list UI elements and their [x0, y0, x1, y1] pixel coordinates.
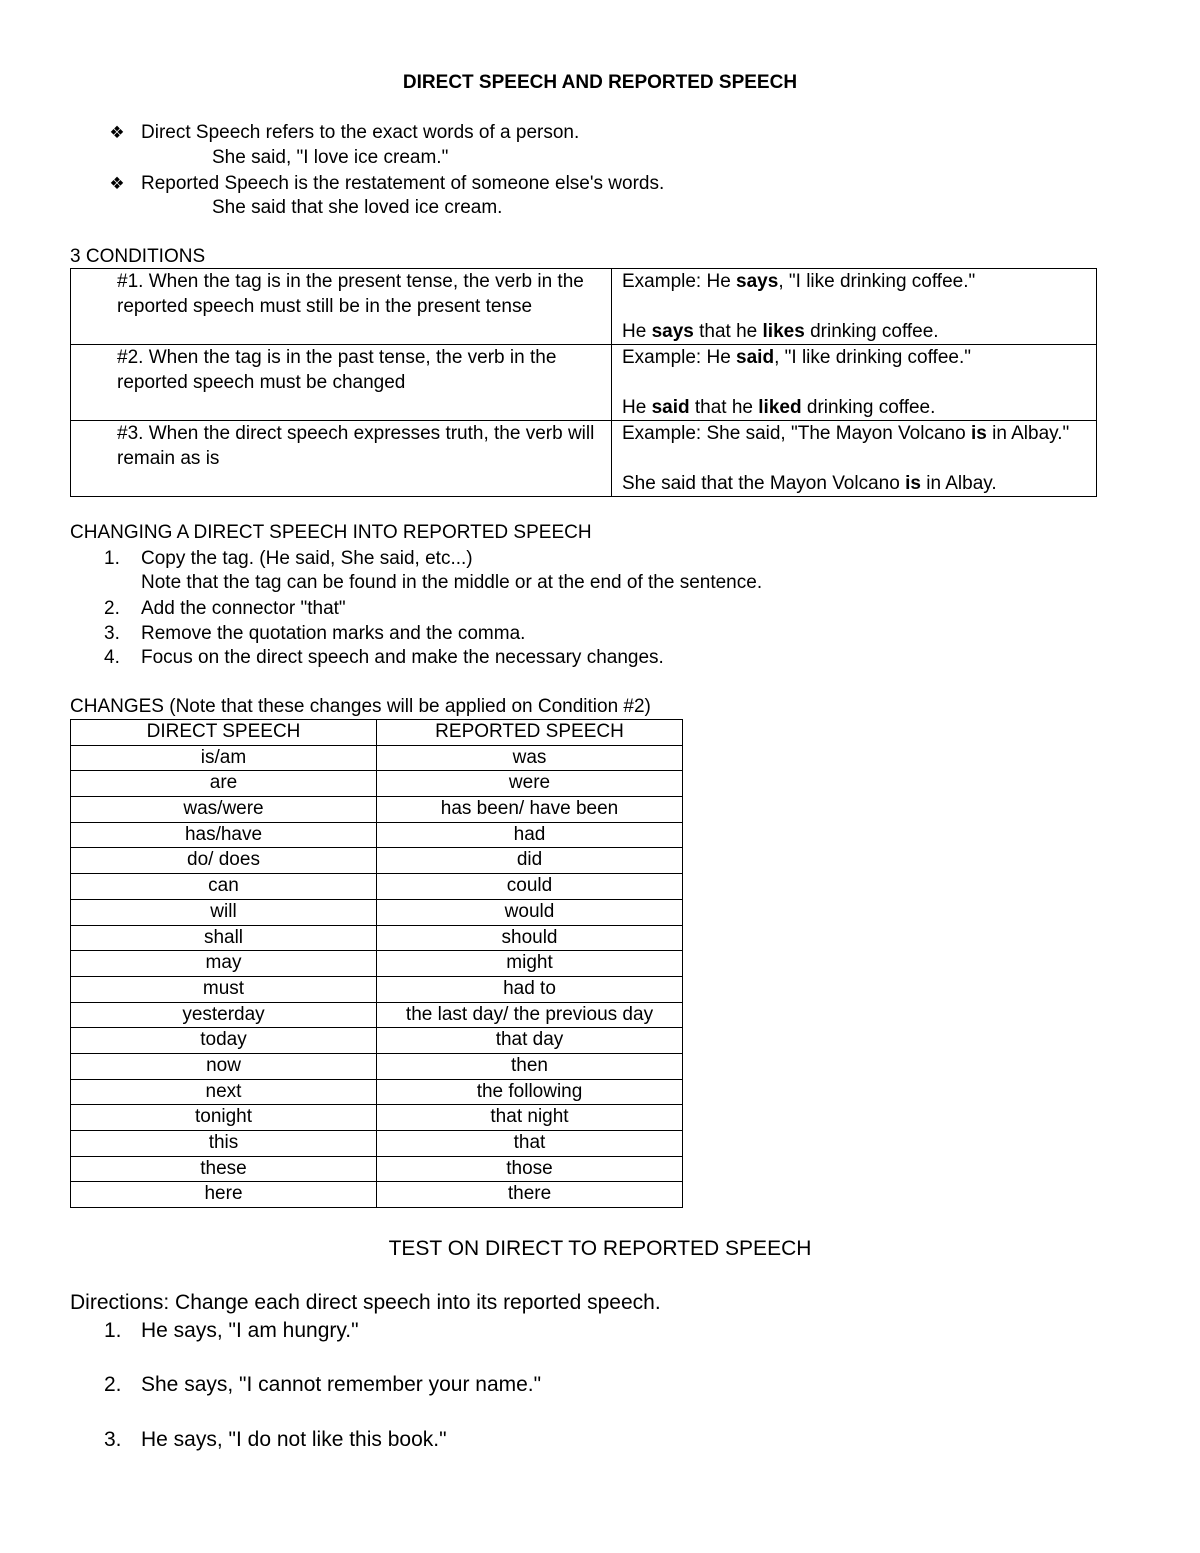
direct-speech-cell: these — [71, 1156, 377, 1182]
table-row — [71, 951, 683, 977]
bullet-icon: ❖ — [109, 123, 125, 142]
changing-heading: CHANGING A DIRECT SPEECH INTO REPORTED SPEECH — [70, 522, 592, 543]
direct-speech-cell: is/am — [71, 745, 377, 771]
table-row — [71, 874, 683, 900]
example-text: She said that the Mayon Volcano — [622, 473, 906, 494]
table-row — [71, 925, 683, 951]
direct-speech-cell: next — [71, 1079, 377, 1105]
example-text: in Albay." — [986, 423, 1070, 444]
step-number: 3. — [104, 623, 120, 644]
reported-speech-cell: that — [377, 1131, 683, 1157]
example-text: , "I like drinking coffee." — [774, 347, 971, 368]
table-row — [71, 976, 683, 1002]
example-direct — [622, 269, 1096, 294]
condition-rule: #1. When the tag is in the present tense, the verb in the reported speech must still be in the present tense — [71, 269, 612, 345]
test-item-text: He says, "I do not like this book." — [141, 1428, 447, 1451]
bullet-icon: ❖ — [109, 174, 125, 193]
condition-example — [612, 269, 1097, 345]
example-text: He — [622, 397, 652, 418]
direct-speech-cell: tonight — [71, 1105, 377, 1131]
table-row — [71, 1053, 683, 1079]
direct-speech-cell: can — [71, 874, 377, 900]
column-header: DIRECT SPEECH — [71, 720, 377, 746]
direct-speech-cell: here — [71, 1182, 377, 1208]
test-item-text: He says, "I am hungry." — [141, 1319, 359, 1342]
direct-speech-cell: this — [71, 1131, 377, 1157]
table-row — [71, 899, 683, 925]
direct-speech-cell: will — [71, 899, 377, 925]
example-text: Example: He — [622, 347, 737, 368]
reported-speech-cell: could — [377, 874, 683, 900]
example-emphasis: says — [651, 321, 694, 342]
reported-speech-cell: there — [377, 1182, 683, 1208]
definition-example: She said that she loved ice cream. — [212, 197, 503, 218]
definition-example: She said, "I love ice cream." — [212, 147, 449, 168]
example-text: Example: He — [622, 271, 737, 292]
table-row — [71, 345, 1097, 421]
table-row — [71, 1182, 683, 1208]
table-row — [71, 848, 683, 874]
reported-speech-cell: then — [377, 1053, 683, 1079]
step-number: 4. — [104, 647, 120, 668]
definition-text: Direct Speech refers to the exact words of a person. — [141, 122, 580, 143]
conditions-table — [70, 268, 1097, 497]
example-emphasis: says — [736, 271, 779, 292]
example-text: in Albay. — [920, 473, 997, 494]
example-text: that he — [689, 397, 759, 418]
example-reported — [622, 395, 1096, 420]
test-item-text: She says, "I cannot remember your name." — [141, 1373, 542, 1396]
table-row — [71, 269, 1097, 345]
reported-speech-cell: might — [377, 951, 683, 977]
example-emphasis: said — [651, 397, 690, 418]
table-row — [71, 1156, 683, 1182]
step-text: Copy the tag. (He said, She said, etc...) — [141, 548, 473, 569]
table-row — [71, 1105, 683, 1131]
reported-speech-cell: the following — [377, 1079, 683, 1105]
directions-text: Directions: Change each direct speech into its reported speech. — [70, 1291, 661, 1314]
reported-speech-cell: had to — [377, 976, 683, 1002]
step-text: Remove the quotation marks and the comma. — [141, 623, 526, 644]
example-text: that he — [693, 321, 763, 342]
example-text: drinking coffee. — [804, 321, 939, 342]
condition-rule: #3. When the direct speech expresses truth, the verb will remain as is — [71, 421, 612, 497]
table-row — [71, 797, 683, 823]
table-row — [71, 1131, 683, 1157]
reported-speech-cell: were — [377, 771, 683, 797]
step-number: 2. — [104, 598, 120, 619]
example-emphasis: said — [736, 347, 775, 368]
table-row — [71, 771, 683, 797]
reported-speech-cell: was — [377, 745, 683, 771]
table-header-row — [71, 720, 683, 746]
step-text: Add the connector "that" — [141, 598, 346, 619]
step-number: 1. — [104, 548, 120, 569]
direct-speech-cell: now — [71, 1053, 377, 1079]
direct-speech-cell: do/ does — [71, 848, 377, 874]
reported-speech-cell: that night — [377, 1105, 683, 1131]
example-direct — [622, 421, 1096, 446]
example-text: He — [622, 321, 652, 342]
table-row — [71, 1079, 683, 1105]
example-emphasis: is — [970, 423, 987, 444]
column-header: REPORTED SPEECH — [377, 720, 683, 746]
test-item-number: 2. — [104, 1373, 122, 1396]
example-direct — [622, 345, 1096, 370]
definition-text: Reported Speech is the restatement of someone else's words. — [141, 173, 665, 194]
example-emphasis: liked — [758, 397, 802, 418]
direct-speech-cell: shall — [71, 925, 377, 951]
reported-speech-cell: that day — [377, 1028, 683, 1054]
reported-speech-cell: would — [377, 899, 683, 925]
test-item-number: 3. — [104, 1428, 122, 1451]
example-text: Example: She said, "The Mayon Volcano — [622, 423, 971, 444]
table-row — [71, 1028, 683, 1054]
reported-speech-cell: the last day/ the previous day — [377, 1002, 683, 1028]
condition-example — [612, 345, 1097, 421]
condition-rule: #2. When the tag is in the past tense, the verb in the reported speech must be changed — [71, 345, 612, 421]
table-row — [71, 822, 683, 848]
table-row — [71, 745, 683, 771]
direct-speech-cell: today — [71, 1028, 377, 1054]
reported-speech-cell: did — [377, 848, 683, 874]
example-emphasis: is — [905, 473, 921, 494]
example-reported — [622, 471, 1096, 496]
direct-speech-cell: yesterday — [71, 1002, 377, 1028]
direct-speech-cell: has/have — [71, 822, 377, 848]
table-row — [71, 421, 1097, 497]
reported-speech-cell: those — [377, 1156, 683, 1182]
conditions-heading: 3 CONDITIONS — [70, 246, 206, 267]
test-title: TEST ON DIRECT TO REPORTED SPEECH — [388, 1237, 812, 1260]
direct-speech-cell: was/were — [71, 797, 377, 823]
step-text: Focus on the direct speech and make the necessary changes. — [141, 647, 664, 668]
example-reported — [622, 319, 1096, 344]
example-text: , "I like drinking coffee." — [778, 271, 976, 292]
changes-table — [70, 719, 683, 1208]
reported-speech-cell: had — [377, 822, 683, 848]
reported-speech-cell: has been/ have been — [377, 797, 683, 823]
test-item-number: 1. — [104, 1319, 122, 1342]
table-row — [71, 1002, 683, 1028]
reported-speech-cell: should — [377, 925, 683, 951]
changes-heading: CHANGES (Note that these changes will be applied on Condition #2) — [70, 696, 651, 717]
example-text: drinking coffee. — [801, 397, 936, 418]
page-title: DIRECT SPEECH AND REPORTED SPEECH — [402, 72, 798, 93]
step-note: Note that the tag can be found in the middle or at the end of the sentence. — [141, 572, 763, 593]
condition-example — [612, 421, 1097, 497]
direct-speech-cell: are — [71, 771, 377, 797]
direct-speech-cell: must — [71, 976, 377, 1002]
direct-speech-cell: may — [71, 951, 377, 977]
example-emphasis: likes — [762, 321, 805, 342]
